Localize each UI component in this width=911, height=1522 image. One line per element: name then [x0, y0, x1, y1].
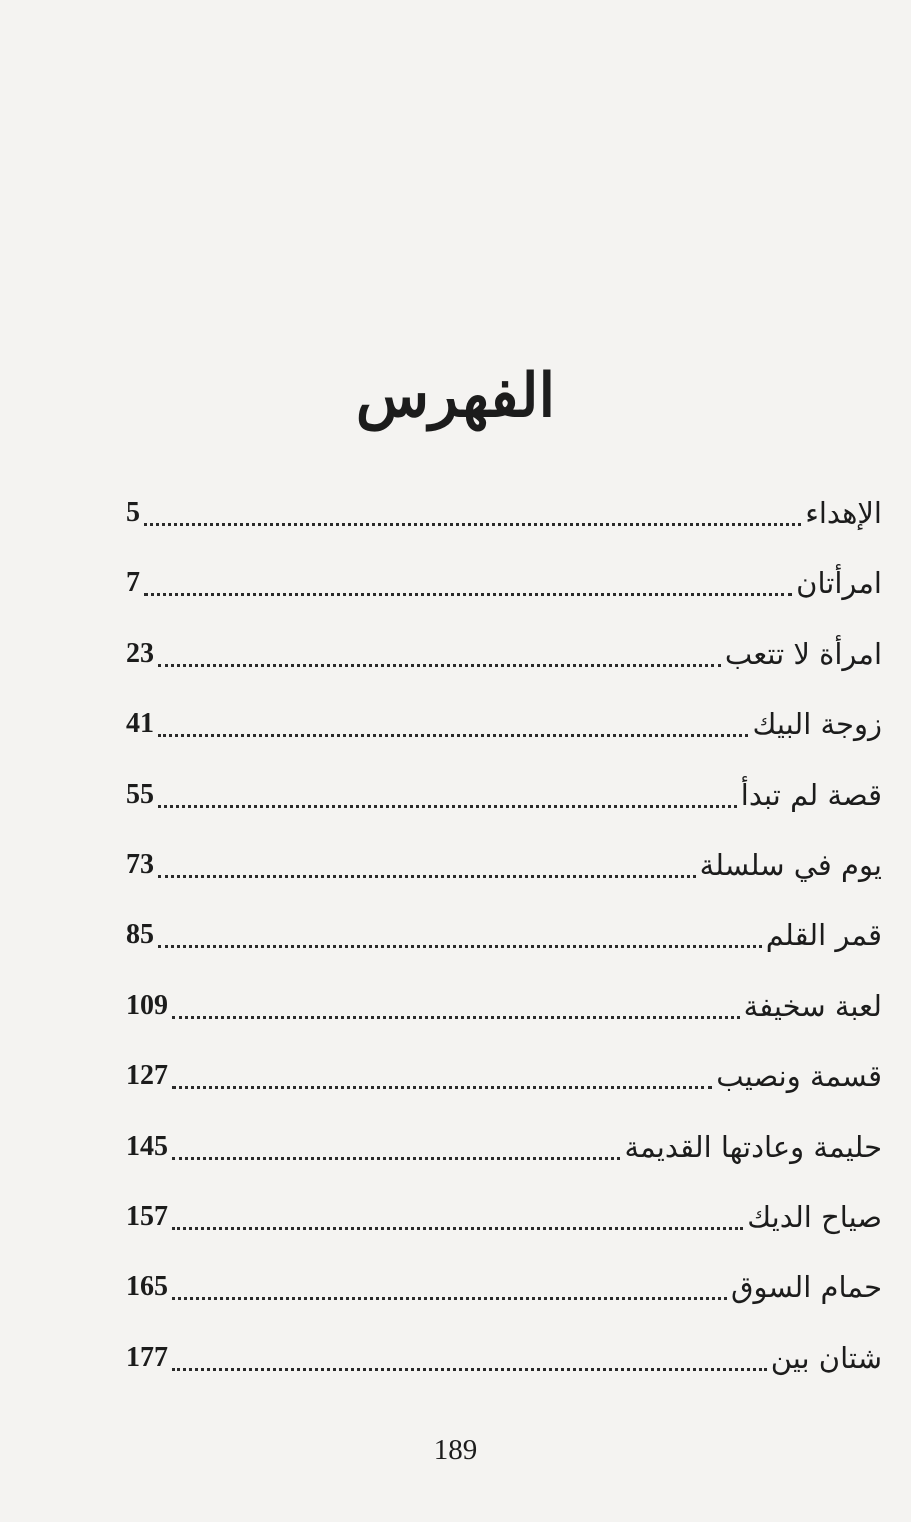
toc-entry-page: 85 [126, 919, 154, 951]
toc-entry-page: 127 [126, 1060, 168, 1092]
toc-entry-page: 55 [126, 778, 154, 810]
toc-entry-page: 23 [126, 637, 154, 669]
toc-entry-page: 177 [126, 1341, 168, 1373]
toc-entry-title: شتان بين [770, 1340, 882, 1375]
toc-entry-title: امرأتان [796, 566, 882, 601]
toc-entry-page: 5 [126, 497, 140, 528]
dot-leader [172, 1183, 743, 1230]
toc-entry [126, 1336, 882, 1406]
toc-entry-title: صياح الديك [747, 1199, 882, 1234]
dot-leader [172, 1324, 767, 1371]
toc-entry-page: 109 [126, 989, 168, 1021]
toc-entry-page: 73 [126, 848, 154, 880]
dot-leader [172, 1042, 712, 1089]
toc-entry-page: 7 [126, 567, 140, 599]
toc-entry-title: امرأة لا تتعب [724, 636, 882, 671]
toc-entry-title: قصة لم تبدأ [740, 777, 882, 812]
toc-entry-title: زوجة البيك [752, 707, 882, 742]
page-title: الفهرس [355, 361, 556, 431]
dot-leader [158, 620, 721, 667]
dot-leader [144, 549, 792, 596]
dot-leader [158, 761, 737, 808]
toc-entry-title: حليمة وعادتها القديمة [624, 1129, 882, 1164]
toc-entry-title: لعبة سخيفة [743, 988, 882, 1023]
dot-leader [172, 1253, 727, 1300]
table-of-contents [126, 491, 882, 1406]
dot-leader [158, 831, 696, 878]
toc-entry-title: الإهداء [805, 496, 882, 530]
dot-leader [172, 972, 740, 1019]
page-number: 189 [433, 1434, 478, 1466]
toc-entry-title: يوم في سلسلة [699, 847, 882, 882]
toc-entry-page: 145 [126, 1130, 168, 1162]
dot-leader [158, 901, 762, 948]
toc-entry-title: حمام السوق [731, 1270, 882, 1305]
toc-entry-page: 165 [126, 1271, 168, 1303]
dot-leader [158, 690, 748, 737]
dot-leader [144, 479, 801, 526]
toc-entry-title: قسمة ونصيب [716, 1059, 882, 1094]
toc-entry-page: 157 [126, 1200, 168, 1232]
dot-leader [172, 1113, 620, 1160]
toc-entry-page: 41 [126, 708, 154, 740]
toc-entry-title: قمر القلم [765, 918, 882, 953]
